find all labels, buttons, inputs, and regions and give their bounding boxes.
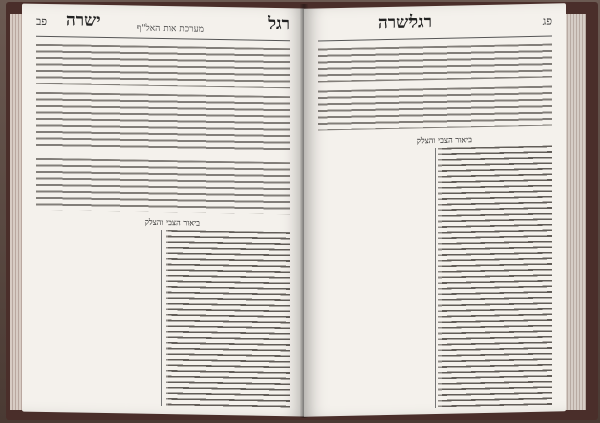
right-page-title: ישרה	[378, 12, 413, 34]
text-block	[318, 44, 552, 83]
text-block	[36, 44, 290, 88]
column-divider	[435, 148, 436, 408]
text-block	[36, 92, 290, 154]
section-heading: ביאור הצבי והצלק	[144, 217, 200, 228]
left-page-word: ישרה	[66, 10, 101, 31]
right-page	[304, 3, 566, 416]
section-heading: ביאור הצבי והצלק	[416, 135, 472, 146]
left-page	[22, 4, 304, 417]
commentary-column-left	[438, 146, 552, 408]
left-page-body	[36, 42, 290, 408]
left-page-subtitle: מערכת אות האל"ף	[136, 23, 204, 35]
left-page-number: פב	[36, 14, 48, 28]
right-page-word: רגל	[410, 12, 432, 33]
column-divider	[161, 230, 162, 406]
text-block	[36, 158, 290, 214]
text-block	[318, 86, 552, 131]
commentary-column-left	[166, 230, 290, 408]
right-page-number: פג	[542, 14, 552, 28]
left-page-title: רגל	[268, 13, 290, 35]
right-page-body	[318, 42, 552, 409]
